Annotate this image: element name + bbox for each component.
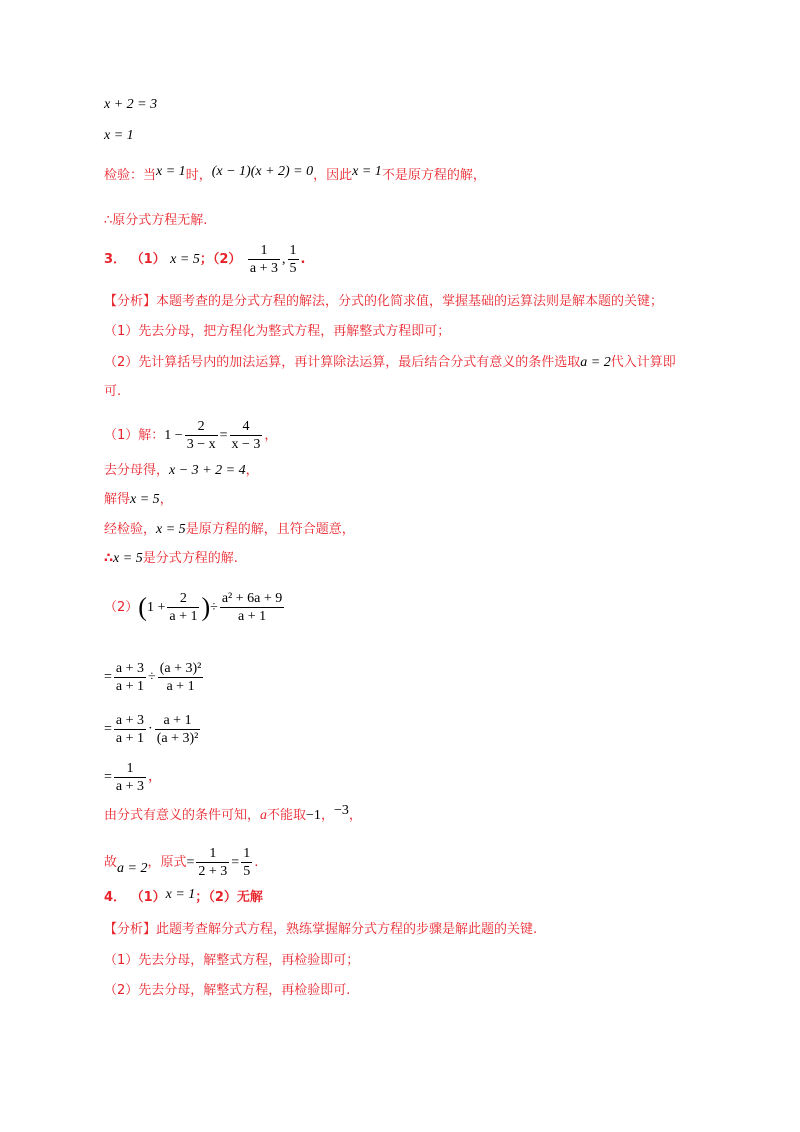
text: 代入计算即 bbox=[610, 355, 676, 370]
analysis-3-item1: （1）先去分母，把方程化为整式方程，再解整式方程即可； bbox=[104, 324, 451, 339]
solution-2-row3 bbox=[104, 760, 162, 795]
text: . bbox=[254, 855, 259, 870]
solution-2-expr bbox=[104, 590, 286, 625]
fraction: $\frac{1}{5}$ bbox=[289, 243, 297, 276]
equation: x + 2 = 3 bbox=[104, 97, 158, 112]
text: ， bbox=[264, 428, 278, 443]
equation: x = 5 bbox=[170, 252, 200, 267]
fraction: $\frac{\text{a² + 6a + 9}}{a + 1}$ bbox=[221, 591, 283, 624]
text: ，因此 bbox=[313, 168, 353, 183]
solution-1-eq bbox=[104, 418, 277, 453]
text: ÷ bbox=[210, 600, 218, 615]
text: 检验：当 bbox=[104, 168, 157, 183]
part-label: （1）解： bbox=[104, 428, 165, 443]
text: = bbox=[104, 721, 112, 737]
analysis-4-item1: （1）先去分母，解整式方程，再检验即可； bbox=[104, 953, 360, 968]
text: （2）无解 bbox=[208, 890, 263, 905]
text: 故 bbox=[104, 855, 118, 870]
solution-1-step2 bbox=[104, 490, 173, 510]
answer-line-q4 bbox=[104, 888, 263, 908]
text: ； bbox=[195, 890, 209, 905]
text: , bbox=[282, 252, 286, 267]
fraction: $\frac{a + 1}{\text{(a + 3)²}}$ bbox=[156, 713, 199, 746]
conclusion: ∴原分式方程无解. bbox=[104, 213, 208, 228]
solution-2-row2 bbox=[104, 712, 202, 747]
text: . bbox=[300, 252, 306, 267]
text: ， bbox=[245, 463, 259, 478]
question-number: 4． bbox=[104, 890, 127, 905]
analysis-3-item2-cont: 可. bbox=[104, 384, 122, 399]
text: 经检验， bbox=[104, 522, 157, 537]
equation: x = 1 bbox=[165, 887, 196, 902]
equation: x = 1 bbox=[156, 164, 186, 179]
analysis-4 bbox=[104, 920, 537, 940]
part-label: （2） bbox=[104, 600, 139, 615]
text: ， bbox=[320, 808, 334, 823]
part-label: （1） bbox=[130, 252, 166, 267]
solution-1-step3 bbox=[104, 520, 355, 540]
equation: x − 3 + 2 = 4 bbox=[169, 463, 246, 478]
value: −3 bbox=[333, 803, 349, 818]
analysis-tag: 【分析】 bbox=[104, 294, 157, 309]
text: 1 + bbox=[146, 600, 166, 615]
text: = bbox=[219, 428, 228, 443]
text: ， bbox=[159, 492, 173, 507]
analysis-tag: 【分析】 bbox=[104, 922, 157, 937]
equation: x = 1 bbox=[352, 164, 382, 179]
equation: x = 1 bbox=[104, 128, 134, 143]
solution-2-condition bbox=[104, 803, 362, 826]
equation: a = 2 bbox=[117, 861, 148, 876]
text: 解得 bbox=[104, 492, 131, 507]
text: = bbox=[186, 855, 195, 870]
answer-line-q3 bbox=[104, 242, 305, 277]
text: 时， bbox=[185, 168, 212, 183]
text: 本题考查的是分式方程的解法，分式的化简求值，掌握基础的运算法则是解本题的关键； bbox=[156, 294, 664, 309]
analysis-4-item2: （2）先去分母，解整式方程，再检验即可. bbox=[104, 983, 351, 998]
equation: x = 5 bbox=[156, 522, 186, 537]
fraction: $\frac{1}{2 + 3}$ bbox=[198, 846, 228, 879]
fraction: $\frac{4}{x - 3}$ bbox=[231, 419, 261, 452]
text: 去分母得， bbox=[104, 463, 170, 478]
text: = bbox=[104, 669, 112, 685]
text: 此题考查解分式方程，熟练掌握解分式方程的步骤是解此题的关键. bbox=[156, 922, 538, 937]
part-label: （2） bbox=[212, 252, 242, 267]
text: （2）先计算括号内的加法运算，再计算除法运算，最后结合分式有意义的条件选取 bbox=[104, 355, 581, 370]
check-line bbox=[104, 166, 486, 186]
solution-2-row1 bbox=[104, 660, 205, 695]
fraction: $\frac{\text{(a + 3)²}}{a + 1}$ bbox=[159, 661, 202, 694]
text: ∴ bbox=[104, 551, 114, 566]
equation-line bbox=[104, 126, 134, 146]
part-label: （1） bbox=[130, 890, 166, 905]
variable: a bbox=[260, 808, 268, 823]
fraction: $\frac{2}{a + 1}$ bbox=[169, 591, 198, 624]
fraction: $\frac{2}{3 - x}$ bbox=[186, 419, 216, 452]
paren: ) bbox=[201, 592, 211, 622]
solution-2-final bbox=[104, 845, 258, 880]
text: ， bbox=[348, 808, 362, 823]
paren: ( bbox=[138, 592, 147, 622]
solution-1-step4 bbox=[104, 549, 238, 569]
text: ÷ bbox=[148, 669, 156, 685]
fraction: $\frac{a + 3}{a + 1}$ bbox=[115, 713, 145, 746]
fraction: $\frac{1}{a + 3}$ bbox=[115, 761, 145, 794]
question-number: 3． bbox=[104, 252, 127, 267]
equation: x = 5 bbox=[113, 551, 143, 566]
text: ； bbox=[199, 252, 213, 267]
value: −1 bbox=[306, 808, 321, 823]
text: 不是原方程的解， bbox=[381, 168, 486, 183]
text: · bbox=[148, 721, 153, 737]
analysis-3-item2 bbox=[104, 353, 676, 373]
fraction: $\frac{1}{a + 3}$ bbox=[249, 243, 279, 276]
fraction: $\frac{1}{5}$ bbox=[243, 846, 251, 879]
text: 1 − bbox=[164, 428, 183, 443]
text: = bbox=[231, 855, 240, 870]
equation: (x − 1)(x + 2) = 0 bbox=[211, 164, 314, 179]
equation: a = 2 bbox=[580, 355, 611, 370]
text: 由分式有意义的条件可知， bbox=[104, 808, 261, 823]
analysis-3 bbox=[104, 292, 663, 312]
text: ， bbox=[148, 769, 163, 785]
solution-1-step1 bbox=[104, 461, 259, 481]
equation-line bbox=[104, 95, 157, 115]
text: = bbox=[104, 769, 112, 785]
equation: x = 5 bbox=[130, 492, 160, 507]
text: ，原式 bbox=[147, 855, 187, 870]
text: 是分式方程的解. bbox=[142, 551, 238, 566]
fraction: $\frac{a + 3}{a + 1}$ bbox=[115, 661, 145, 694]
text: 是原方程的解，且符合题意， bbox=[185, 522, 355, 537]
text: 不能取 bbox=[267, 808, 307, 823]
